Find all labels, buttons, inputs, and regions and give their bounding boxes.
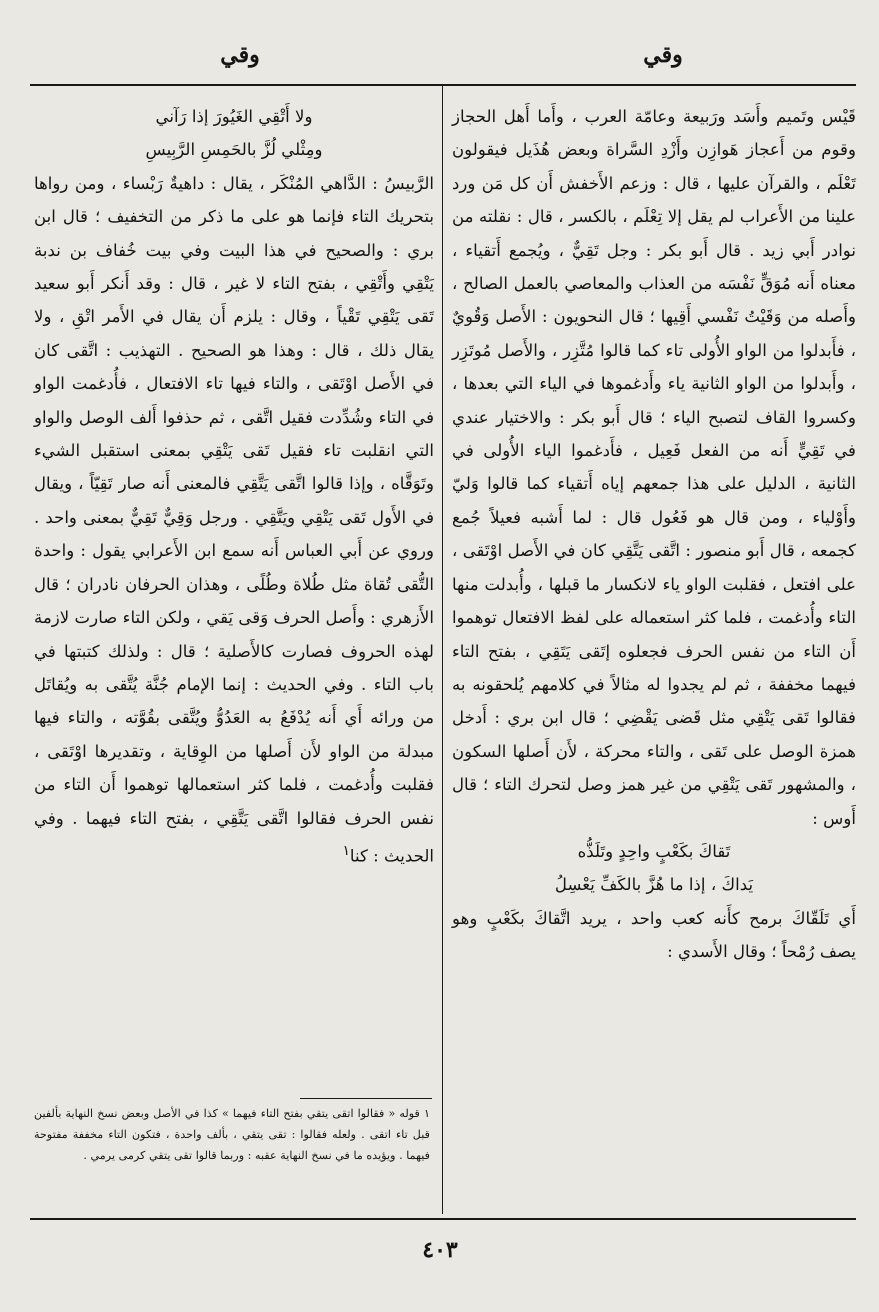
- right-verse-line-2: يَداكَ ، إذا ما هُزَّ بالكَفِّ يَعْسِلُ: [554, 875, 754, 895]
- footnote: [34, 1103, 430, 1166]
- left-verse-line-1: ولا أَتْقِي الغَيُورَ إذا رَآني: [155, 107, 313, 126]
- left-headword: وقي: [220, 42, 260, 68]
- footnote-separator: [300, 1098, 432, 1099]
- page-number: ٤٠٣: [422, 1237, 458, 1263]
- left-column-text: [34, 167, 434, 873]
- right-column-text: قَيْس وتَميم وأَسَد ورَبيعة وعامّة العرب ، وأَما أَهل الحجاز وقوم من أَعجاز هَوازِن وأَزْدِ السَّراة وبعض هُذَيل فيقولون تَعْلَم ، والقرآن عليها ، قال : وزعم الأَخفش أَن كل مَن ورد علينا من الأَعراب لم يقل إلا تِعْلَم ، بالكسر ، قال : نقلته من نوادر أَبي زيد . قال أَبو بكر : وجل تَقِيٌّ ، ويُجمع أَتقياء ، معناه أَنه مُوَقٍّ نَفْسَه من العذاب والمعاصي بالعمل الصالح ، وأَصله من وَقَيْتُ نَفْسي أَقِيها ؛ قال النحويون : الأَصل وَقُويٌ ، فأَبدلوا من الواو الأُولى تاء كما قالوا مُتَّزِر ، والأَصل مُوتَزِر ، وأَبدلوا من الواو الثانية ياء وأَدغموها في الياء التي بعدها ، وكسروا القاف لتصبح الياء ؛ قال أَبو بكر : والاختيار عندي في تَقِيٍّ أَنه من الفعل فَعِيل ، فأَدغموا الياء الأُولى في الثانية ، الدليل على هذا جمعهم إياه أَتقياء كما قالوا وَليّ وأَوْلياء ، ومن قال هو فَعُول قال : لما أَشبه فعيلاً جُمع كجمعه ، قال أَبو منصور : اتَّقى يَتَّقِي كان في الأَصل اوْتَقى ، على افتعل ، فقلبت الواو ياء لانكسار ما قبلها ، وأُبدلت منها التاء وأُدغمت ، فلما كثر استعماله على لفظ الافتعال توهموا أَن التاء من نفس الحرف فجعلوه إتَقى يَتَقِي ، بفتح التاء فيهما مخففة ، ثم لم يجدوا له مثالاً في كلامهم يُلحقونه به فقالوا تَقى يَتْقِي مثل قَضى يَقْضِي ؛ قال ابن بري : أَدخل همزة الوصل على تَقى ، والتاء محركة ، لأَن أَصلها السكون ، والمشهور تَقى يَتْقِي من غير همز وصل لتحرك التاء ؛ قال أَوس :: [452, 107, 856, 828]
- footer-rule: [30, 1218, 856, 1220]
- footnote-marker[interactable]: ١: [342, 842, 350, 859]
- left-column: [34, 100, 434, 873]
- left-verse-line-2: ومِثْلي لُزَّ بالحَمِسِ الرَّبِيسِ: [145, 140, 323, 160]
- footnote-text: ١ قوله « فقالوا اتقى يتقي بفتح التاء فيهما » كذا في الأصل وبعض نسخ النهاية بألفين قبل تاء اتقى . ولعله فقالوا : تقى يتقي ، بألف واحدة ، فتكون التاء مخففة مفتوحة فيهما . ويؤيده ما في نسخ النهاية عقبه : وربما قالوا تقى يتقي كرمى يرمي .: [34, 1107, 430, 1162]
- right-after-verse-text: أَي تَلَقّاكَ برمح كأَنه كعب واحد ، يريد اتَّقاكَ بكَعْبٍ وهو يصف رُمْحاً ؛ وقال الأَسدي :: [452, 908, 856, 962]
- left-column-body: الرَّبيسُ : الدَّاهي المُنْكَر ، يقال : داهيةٌ رَبْساء ، ومن رواها بتحريك التاء فإنما هو على ما ذكر من التخفيف ؛ قال ابن بري : والصحيح في هذا البيت وفي بيت خُفاف بن ندبة يَتْقِي وأَتْقِي ، بفتح التاء لا غير ، قال : وقد أَنكر أَبو سعيد تَقى يَتْقِي تَقْياً ، وقال : يلزم أَن يقال في الأَمر اتْقِ ، ولا يقال ذلك ، قال : وهذا هو الصحيح . التهذيب : اتَّقى كان في الأَصل اوْتَقى ، والتاء فيها تاء الافتعال ، فأُدغمت الواو في التاء وشُدِّدت فقيل اتَّقى ، ثم حذفوا أَلف الوصل والواو التي انقلبت تاء فقيل تَقى يَتْقِي بمعنى استقبل الشيء وتَوَقَّاه ، وإذا قالوا اتَّقى يَتَّقِي فالمعنى أَنه صار تَقِيّاً ، ويقال في الأَول تَقى يَتْقِي ويَتَّقِي . ورجل وَقِيٌّ تَقِيٌّ بمعنى واحد . وروي عن أَبي العباس أَنه سمع ابن الأَعرابي يقول : واحدة التُّقى تُقاة مثل طُلاة وطُلًى ، وهذان الحرفان نادران ؛ قال الأَزهري : وأَصل الحرف وَقى يَقي ، ولكن التاء صارت لازمة لهذه الحروف فصارت كالأَصلية ؛ قال : ولذلك كتبتها في باب التاء . وفي الحديث : إنما الإمام جُنَّة يُتَّقى به ويُقاتَل من ورائه أَي أَنه يُدْفَعُ به العَدُوُّ ويُتَّقى بقُوَّته ، والتاء فيها مبدلة من الواو لأَن أَصلها من الوِقاية ، وتقديرها اوْتَقى ، فقلبت وأُدغمت ، فلما كثر استعمالها توهموا أَن التاء من نفس الحرف فقالوا اتَّقى يَتَّقِي ، بفتح التاء فيهما . وفي الحديث : كنا: [34, 173, 434, 866]
- right-headword: وقي: [643, 42, 683, 68]
- column-divider: [442, 86, 443, 1214]
- right-verse-line-1: تَقاكَ بكَعْبٍ واحِدٍ وتَلَذُّه: [577, 841, 731, 861]
- right-column: [452, 100, 856, 969]
